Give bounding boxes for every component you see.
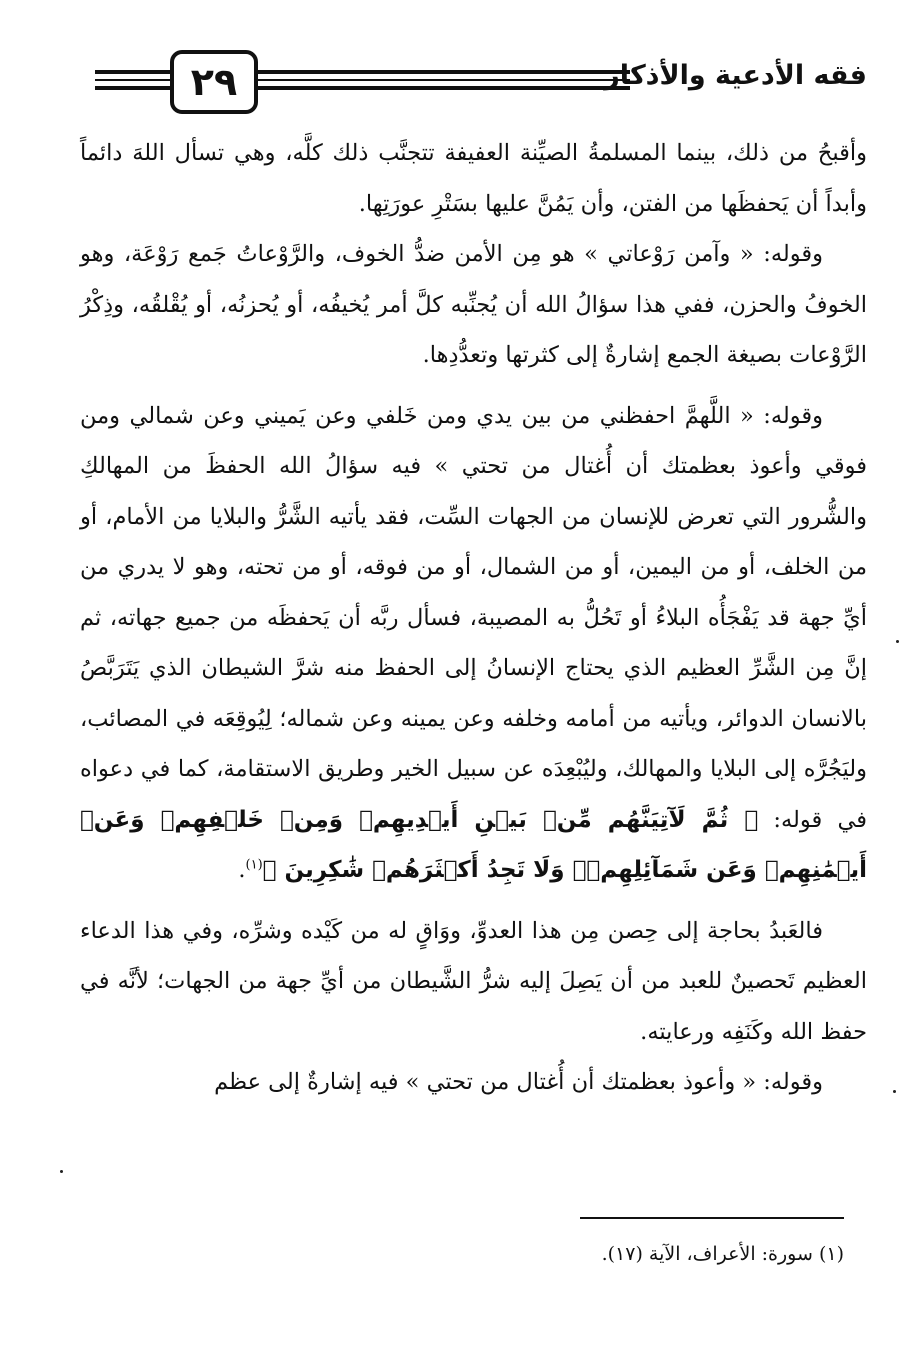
footnote: (١) سورة: الأعراف، الآية (١٧). [601,1243,844,1265]
footnote-separator [580,1217,844,1219]
paragraph: وأقبحُ من ذلك، بينما المسلمةُ الصيِّنة العفيفة تتجنَّب ذلك كلَّه، وهي تسأل اللهَ دائماً وأبداً أن يَحفظَها من الفتن، وأن يَمُنَّ عليها بسَتْرِ عورَتِها. [80,140,867,217]
header-rule [258,70,630,74]
running-title: فقه الأدعية والأذكار [604,60,867,91]
paragraph [80,391,867,896]
header-rule [258,79,630,81]
paragraph-text: وقوله: « اللَّهمَّ احفظني من بين يدي ومن خَلفي وعن يَميني وعن شمالي ومن فوقي وأعوذ بعظمتك أن أُغتال من تحتي » فيه سؤالُ الله الحفظَ من المهالكِ والشُّرور التي تعرض للإنسان من الجهات السِّت، فقد يأتيه الشَّرُّ والبلايا من الأمام، أو من الخلف، أو من اليمين، أو من الشمال، أو من فوقه، أو من تحته، وهو لا يدري من أيِّ جهة قد يَفْجَأُه البلاءُ أو تَحُلُّ به المصيبة، فسأل ربَّه أن يَحفظَه من جميع جهاته، ثم إنَّ مِن الشَّرِّ العظيم الذي يحتاج الإنسانُ إلى الحفظ منه شرَّ الشيطان الذي يَتَرَبَّصُ بالانسان الدوائر، ويأتيه من أمامه وخلفه وعن يمينه وعن شماله؛ لِيُوقِعَه في المصائب، وليَجُرَّه إلى البلايا والمهالك، وليُبْعِدَه عن سبيل الخير وطريق الاستقامة، كما في دعواه في قوله: [80,402,868,833]
footnote-reference[interactable]: (١) [245,857,263,873]
margin-mark [60,1170,63,1173]
margin-mark [893,1090,896,1093]
paragraph: وقوله: « وأعوذ بعظمتك أن أُغتال من تحتي » فيه إشارةٌ إلى عظم [214,1069,823,1095]
header-rule [258,86,630,90]
page-header [0,0,909,130]
paragraph-text: . [238,857,246,883]
header-rule [95,86,170,90]
paragraph: وقوله: « وآمن رَوْعاتي » هو مِن الأمن ضدُّ الخوف، والرَّوْعاتُ جَمع رَوْعَة، وهو الخوفُ والحزن، ففي هذا سؤالُ الله أن يُجنِّبه كلَّ أمر يُخيفُه، أو يُحزنُه، أو يُقْلقُه، وذِكْرُ الرَّوْعات بصيغة الجمع إشارةٌ إلى كثرتها وتعدُّدِها. [80,241,867,368]
margin-mark [896,640,899,643]
paragraph: فالعَبدُ بحاجة إلى حِصن مِن هذا العدوِّ، ووَاقٍ له من كَيْده وشرِّه، وفي هذا الدعاء العظيم تَحصينٌ للعبد من أن يَصِلَ إليه شرُّ الشَّيطان من أيِّ جهة من الجهات؛ لأنَّه في حفظ الله وكَنَفِه ورعايته. [80,917,867,1045]
quran-verse: ﴿ ثُمَّ لَآتِيَنَّهُم مِّنۢ بَيۡنِ أَيۡدِيهِمۡ وَمِنۡ خَلۡفِهِمۡ وَعَنۡ أَيۡمَٰنِهِمۡ وَعَن شَمَآئِلِهِمۡۖ وَلَا تَجِدُ أَكۡثَرَهُمۡ شَٰكِرِينَ ﴾ [80,806,867,883]
header-rule [95,79,170,81]
body-text [80,128,867,1108]
page-number: ٢٩ [170,50,258,114]
header-rule [95,70,170,74]
